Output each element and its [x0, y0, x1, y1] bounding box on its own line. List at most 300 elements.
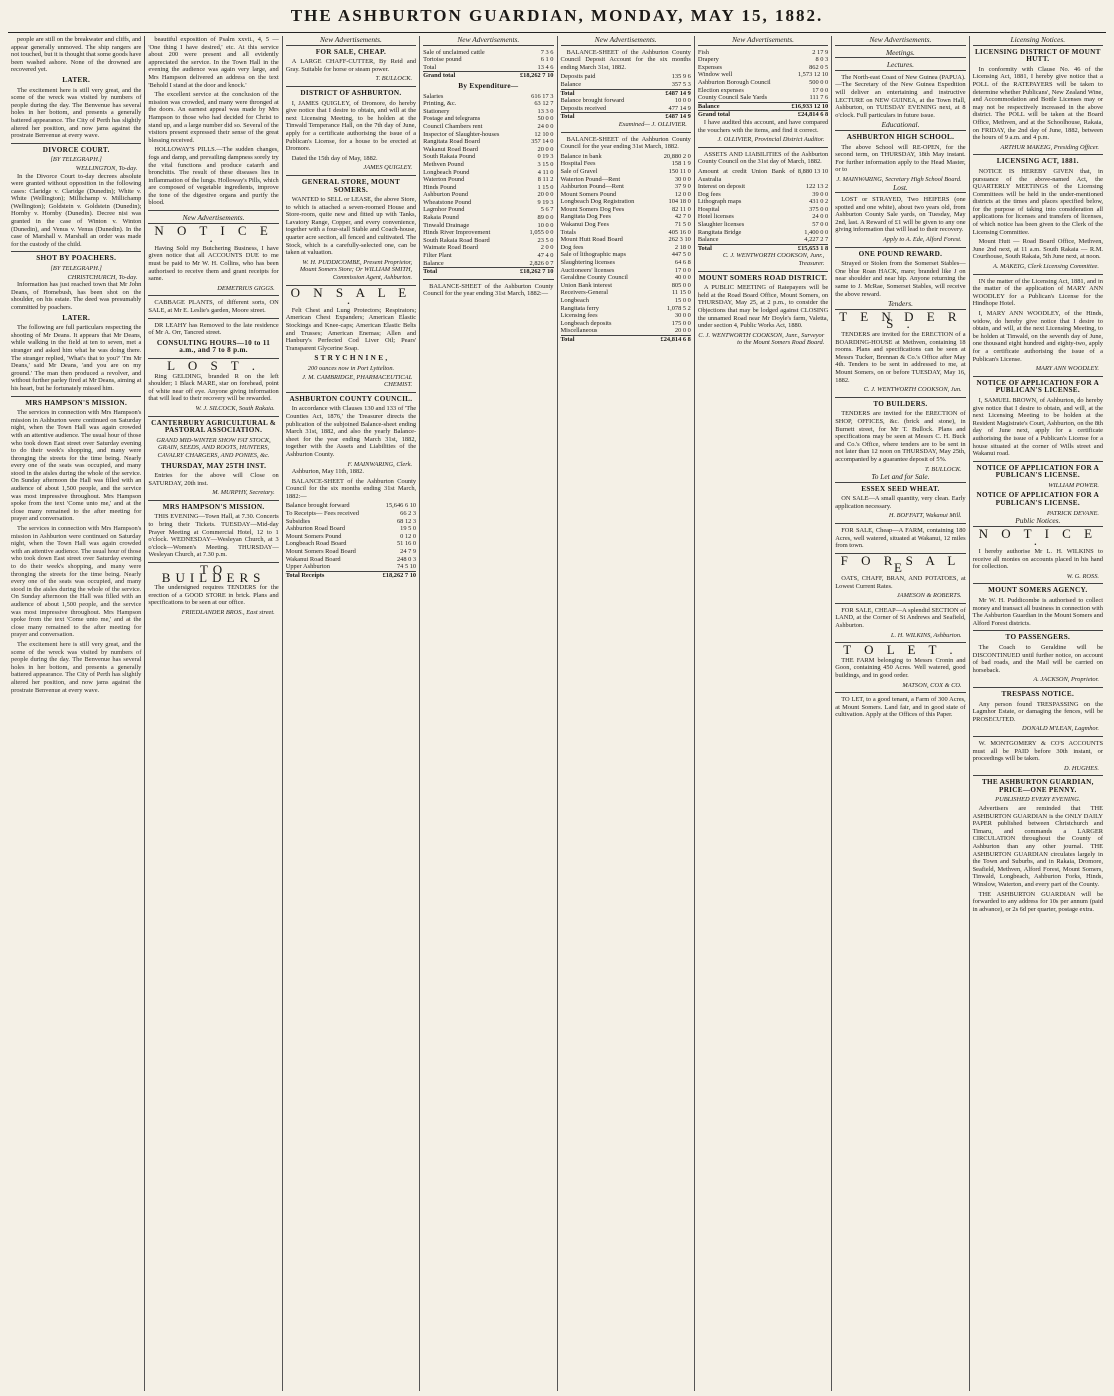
ledger-item: Hospital: [697, 205, 720, 213]
ad-text: OATS, CHAFF, BRAN, AND POTATOES, at Lowest Current Rates.: [835, 575, 966, 590]
ledger-row: [698, 49, 828, 57]
ad-text: FOR SALE, Cheap—A FARM, containing 180 Acres, well watered, situated at Wakanui, 12 miles from town.: [835, 527, 966, 550]
ledger-amount: 57 0 0: [812, 221, 829, 229]
ledger-amount: £18,262 7 10: [382, 571, 417, 579]
ledger-row: [561, 274, 691, 282]
ledger-row: [423, 237, 553, 245]
ad-text: The North-east Coast of New Guinea (PAPUA).—The Secretary of the New Guinea Expedition will deliver an entertaining and instructive LECTURE on NEW GUINEA, at the Town Hall, Ashburton, on TUESDAY EVENING next, at 8 o'clock. Full particulars in future issue.: [835, 73, 966, 119]
ledger-amount: 11 15 0: [671, 289, 691, 297]
ad-text: I, MARY ANN WOODLEY, of the Hinds, widow, do hereby give notice that I desire to obtain, and will, at the next Licensing Meeting, to be holden at Tinwald, on the seventh day of June, one thousand eight hundred and eighty-two, apply for a certificate authorising the issue of a Publican's License.: [972, 310, 1103, 363]
ledger-item: Mount Somers Pound: [285, 532, 342, 540]
ledger-amount: 64 6 8: [674, 259, 691, 267]
ad-signature: ARTHUR MAKEIG, Presiding Officer.: [1000, 143, 1099, 151]
ledger-item: Mount Somers Road Board: [285, 548, 356, 556]
ledger-row: [561, 191, 691, 199]
ledger-amount: 0 19 3: [537, 153, 554, 161]
ledger-item: Grand total: [423, 72, 456, 80]
ledger-item: Dog fees: [560, 243, 584, 251]
ledger-amount: 405 16 0: [668, 228, 691, 236]
ledger-item: Rakaia Pound: [423, 214, 459, 222]
ad-signature: JAMESON & ROBERTS.: [896, 592, 962, 600]
ledger-amount: 357 14 0: [531, 138, 554, 146]
ad-subhead: 200 ounces now in Port Lyttelton.: [307, 364, 395, 372]
section-head: New Advertisements.: [835, 36, 965, 46]
ledger-row: [423, 252, 553, 260]
ledger-item: Wakanui Dog Fees: [560, 221, 609, 229]
ledger-row: [286, 525, 416, 533]
ledger-row: [423, 115, 553, 123]
ledger-amount: 30 0 0: [674, 312, 691, 320]
ledger-row: [423, 184, 553, 192]
ledger-row: [286, 563, 416, 571]
ad-text: TENDERS are invited for the ERECTION of a BOARDING-HOUSE at Methven, containing 18 rooms. Plans and specifications can be seen at Messrs Tucker, Brennan & Co.'s Office after May 4th. Tenders to be sent in addressed to me, at Mount Somers, on or before TUESDAY, May 16, 1882.: [835, 331, 966, 384]
ledger-item: Lithograph maps: [697, 198, 742, 206]
ledger-row: [561, 289, 691, 297]
ledger-item: Rangitata Dog Fees: [560, 213, 611, 221]
ledger-row: [423, 267, 553, 276]
ledger-item: Mount Somers Dog Fees: [560, 205, 625, 213]
ledger-amount: 8 0 3: [815, 56, 829, 64]
ad-signature: L. H. WILKINS, Ashburton.: [890, 631, 962, 639]
section-head: New Advertisements.: [561, 36, 691, 46]
ledger-amount: 2 18 0: [674, 243, 691, 251]
article-text: The excitement here is still very great, and the scene of the wreck was visited by numbers of people during the day. The Benvenue has several holes in her bottom, and presents a generally battered appearance. The City of Perth has slightly altered her position, and now jams against the prostrate Benvenue at every wave.: [11, 640, 142, 694]
ledger-item: Salaries: [423, 92, 444, 100]
ad-text: A PUBLIC MEETING of Ratepayers will be held at the Road Board Office, Mount Somers, on THURSDAY, May 25, at 2 p.m., to consider the Objections that may be lodged against CLOSING the unnamed Road near Mr Doyle's farm, Valetta, under section 4, Public Works Act, 1880.: [697, 284, 829, 330]
ledger-item: County Council Sale Yards: [697, 94, 768, 102]
ad-subhead: GRAND MID-WINTER SHOW FAT STOCK, GRAIN, SEEDS, AND ROOTS, HUNTERS, CAVALRY CHARGERS, AND PONIES, &c.: [156, 436, 271, 459]
ad-headline: F O R S A L E: [840, 552, 961, 576]
divider: [973, 630, 1103, 631]
ad-text: Strayed or Stolen from the Somerset Stables—One blue Roan HACK, mare; branded like J on near shoulder and near hip. Anyone returning the same to J. McRae, Somerset Stables, will receive the above reward.: [835, 260, 966, 298]
ledger-item: Grand total: [697, 111, 731, 119]
ledger-amount: 17 0 0: [812, 86, 829, 94]
article-text: Information has just reached town that Mr John Deans, of Homebush, has been shot on the shoulder, on his estate. The deed was presumably committed by poachers.: [11, 281, 142, 311]
ad-signature: DONALD M'LEAN, Lagmhor.: [1022, 725, 1099, 733]
balance-sheet: [561, 73, 691, 121]
ledger-row: [286, 556, 416, 564]
ledger-amount: 47 4 0: [537, 252, 554, 260]
ledger-row: [286, 571, 416, 580]
ledger-amount: £18,262 7 10: [519, 72, 554, 80]
ledger-item: Balance brought forward: [285, 502, 350, 510]
ad-text: TO LET, to a good tenant, a Farm of 300 Acres, at Mount Somers. Land fair, and in good state of cultivation. Apply at the Offices of this Paper.: [835, 696, 966, 719]
ledger-row: [698, 110, 828, 119]
ledger-row: [286, 502, 416, 510]
ad-text: In accordance with Clauses 130 and 133 of 'The Counties Act, 1876,' the Treasurer directs the publication of the subjoined Balance-sheet ending March 31st, 1882, and also the yearly Balance-sheet for the year ending March 31st, 1882, together with the Assets and Liabilities of the Ashburton County.: [285, 405, 417, 458]
ledger-row: [561, 183, 691, 191]
ledger-row: [286, 533, 416, 541]
ledger-item: Ashburton Pound: [423, 191, 469, 199]
ledger-amount: 39 0 0: [812, 190, 829, 198]
ledger-item: Amount at credit Union Bank of Australia: [697, 167, 795, 183]
ledger-amount: 40 0 0: [674, 274, 691, 282]
ledger-item: Hinds Pound: [423, 183, 457, 191]
divider: [11, 396, 141, 397]
column-5: [558, 36, 695, 1391]
ad-text: The undersigned requires TENDERS for the erection of a GOOD STORE in brick. Plans and specifications to be seen at our office.: [148, 584, 279, 607]
ad-date: THURSDAY, MAY 25TH INST.: [160, 461, 267, 470]
ad-text: I hereby authorise Mr L. H. WILKINS to receive all monies on accounts placed in his hand for collection.: [972, 548, 1103, 571]
ledger-row: [423, 229, 553, 237]
ledger-row: [423, 146, 553, 154]
ledger-row: [561, 153, 691, 161]
dateline: CHRISTCHURCH, To-day.: [67, 273, 138, 281]
ledger-item: Rangitata ferry: [560, 304, 600, 312]
ledger-item: Ashburton Borough Council: [697, 78, 771, 86]
section-head: New Advertisements.: [698, 36, 828, 46]
ad-signature: JAMES QUIGLEY.: [363, 164, 413, 172]
ledger-row: [423, 123, 553, 131]
ledger-amount: 42 7 0: [674, 213, 691, 221]
ledger-item: Mount Somers Pound: [560, 190, 617, 198]
ledger-amount: 616 17 3: [531, 92, 554, 100]
ledger-amount: 447 5 0: [671, 251, 691, 259]
ledger-row: [423, 56, 553, 64]
divider: [973, 583, 1103, 584]
ledger-row: [423, 64, 553, 72]
divider: [11, 143, 141, 144]
ledger-item: Methven Pound: [423, 160, 464, 168]
section-head: Licensing Notices.: [973, 36, 1103, 46]
ad-text: Mount Hutt — Road Board Office, Methven, June 2nd next, at 11 a.m. South Rakaia — R.M. Courthouse, South Rakaia, 5th June next, at noon.: [972, 238, 1103, 261]
ledger-amount: 862 0 5: [809, 63, 829, 71]
ledger-row: [698, 87, 828, 95]
ad-headline: LICENSING ACT, 1881.: [996, 157, 1079, 166]
article-text: The excellent service at the conclusion of the mission was crowded, and many were thronged at the doors. An earnest appeal was made by Mrs Hampson to those who had decided for Christ to stand up, and a large number did so. Several of the visitors present expressed their sense of the great blessing received.: [148, 91, 279, 144]
ad-signature: A. JACKSON, Proprietor.: [1033, 676, 1099, 684]
ad-headline: MOUNT SOMERS AGENCY.: [988, 586, 1088, 595]
ledger-item: Ashburton Pound—Rent: [560, 183, 624, 191]
ledger-item: Printing, &c.: [423, 100, 457, 108]
ledger-row: [698, 229, 828, 237]
divider: [973, 154, 1103, 155]
ledger-item: Hinds River Improvement: [423, 229, 491, 237]
ledger-row: [561, 229, 691, 237]
ledger-row: [286, 540, 416, 548]
ad-subhead: PUBLISHED EVERY EVENING.: [995, 796, 1081, 804]
ad-text: A LARGE CHAFF-CUTTER, By Reid and Gray. Suitable for horse or steam power.: [285, 58, 417, 73]
ledger-item: Waterton Pound—Rent: [560, 175, 621, 183]
ad-text: Having Sold my Butchering Business, I have given notice that all ACCOUNTS DUE to me must be paid to Mr W. H. Collins, who has been authorised to receive them and grant receipts for same.: [148, 244, 279, 283]
ad-headline: TO PASSENGERS.: [1005, 633, 1071, 642]
ledger-amount: 122 13 2: [805, 183, 829, 191]
ad-signature: C. J. WENTWORTH COOKSON, Junr., Treasurer.: [722, 252, 825, 268]
ad-text: THE FARM belonging to Messrs Cronin and Goon, containing 450 Acres. Well watered, good buildings, and in good order.: [835, 656, 966, 679]
divider: [11, 251, 141, 252]
ledger-item: Fish: [697, 48, 709, 56]
ledger-amount: 4,227 2 7: [804, 236, 829, 244]
ad-signature: FRIEDLANDER BROS., East street.: [181, 609, 275, 616]
section-head: Meetings.: [835, 49, 965, 59]
ledger-amount: 50 0 0: [537, 115, 554, 123]
ledger-amount: 66 2 3: [400, 510, 417, 518]
ledger-amount: 20 0 0: [674, 327, 691, 335]
ad-text: The Coach to Geraldine will be DISCONTINUED until further notice, on account of bad roads, and the Mail will be carried on horseback.: [972, 643, 1103, 674]
ledger-row: [286, 510, 416, 518]
balance-sheet: [561, 153, 691, 344]
ad-text: BALANCE-SHEET of the Ashburton County Council for the year ending 31st March, 1882:—: [423, 282, 554, 298]
ad-text: Any person found TRESPASSING on the Lagmhor Estate, or damaging the fences, will be PROSECUTED.: [972, 700, 1103, 723]
ad-text: WANTED to SELL or LEASE, the above Store, to which is attached a seven-roomed House and Store-room, quite new and fitted up with Tanks, Lavatory Range, Copper, and every convenience, together with a four-stall Stable and Coach-house, quarter acre section, all fenced and cultivated. The Stock, which is a carefully-selected one, can be taken at valuation.: [285, 196, 417, 257]
ledger-row: [698, 191, 828, 199]
article-text: beautiful exposition of Psalm xxvii., 4, 5 — 'One thing I have desired,' etc. At this service about 200 were present and all evidently appreciated the service. In the Town Hall in the evening the audience was again very large, and Mrs Hampson delivered an address on the text 'Behold I stand at the door and knock.': [148, 36, 279, 89]
ad-headline: O N S A L E .: [290, 284, 412, 308]
ledger-amount: 37 9 0: [674, 183, 691, 191]
ad-text: BALANCE-SHEET of the Ashburton County Council Deposit Account for the six months ending March 31st, 1882.: [560, 48, 691, 71]
ad-text: FOR SALE, CHEAP—A splendid SECTION of LAND, at the Corner of St Andrews and Seafield, Ashburton.: [835, 606, 966, 629]
ad-text: ON SALE—A small quantity, very clean. Early application necessary.: [835, 495, 966, 510]
ledger-row: [561, 97, 691, 105]
ledger-row: [698, 79, 828, 87]
article-head: MRS HAMPSON'S MISSION.: [25, 398, 128, 407]
ledger-amount: 357 5 3: [671, 80, 691, 88]
ledger-row: [561, 327, 691, 335]
ledger-item: Total: [560, 89, 575, 97]
ledger-item: Union Bank interest: [560, 281, 612, 289]
ad-headline: THE ASHBURTON GUARDIAN, PRICE—ONE PENNY.: [981, 778, 1094, 794]
ledger-amount: 2 0 0: [540, 244, 554, 252]
ledger-item: Expenses: [697, 63, 723, 71]
ad-headline: MRS HAMPSON'S MISSION.: [162, 502, 265, 511]
ledger-row: [423, 206, 553, 214]
ledger-row: [423, 49, 553, 57]
ledger-item: Tinwald Drainage: [423, 221, 470, 229]
article-text: The excitement here is still very great, and the scene of the wreck was visited by numbers of people during the day. The Benvenue has several holes in her bottom, and presents a generally battered appearance. The City of Perth has slightly altered her position, and now jams against the prostrate Benvenue at every wave.: [11, 86, 142, 140]
ledger-row: [423, 222, 553, 230]
ledger-item: Longbeach Road Board: [285, 540, 347, 548]
ledger-amount: 1,055 0 0: [529, 229, 554, 237]
ledger-item: Inspector of Slaughter-houses: [423, 130, 500, 138]
ad-signature: J. MAINWARING, Secretary High School Board.: [836, 175, 962, 183]
ledger-row: [423, 169, 553, 177]
ledger-item: Longbeach Dog Registration: [560, 198, 635, 206]
ledger-row: [423, 244, 553, 252]
section-head: To Let and for Sale.: [835, 473, 965, 483]
ledger-row: [561, 297, 691, 305]
ad-signature: W. G. ROSS.: [1066, 572, 1099, 580]
ledger-item: South Rakaia Pound: [423, 153, 476, 161]
ledger-item: Window well: [697, 71, 733, 79]
ledger-amount: 248 0 3: [396, 555, 417, 563]
ledger-amount: 24 0 0: [537, 122, 554, 130]
ledger-item: To Receipts— Fees received: [285, 510, 359, 518]
ad-headline: ONE POUND REWARD.: [858, 249, 943, 258]
column-4: [420, 36, 557, 1391]
divider: [423, 279, 553, 280]
column-8: [970, 36, 1106, 1391]
ad-text: IN the matter of the Licensing Act, 1881, and in the matter of the application of MARY ANN WOODLEY for a Publican's License for the Hindhope Hotel.: [972, 277, 1103, 308]
ad-headline: GENERAL STORE, MOUNT SOMERS.: [301, 177, 401, 194]
ledger-amount: 431 0 2: [809, 198, 829, 206]
ledger-row: [698, 221, 828, 229]
balance-sheet: [423, 93, 553, 276]
article-text: people are still on the breakwater and cliffs, and appear generally unmoved. The ship rangers are not touched, but it is thought that some goods have been washed ashore. None of the drowned are recovered yet.: [11, 36, 142, 74]
ad-headline: CANTERBURY AGRICULTURAL & PASTORAL ASSOCIATION.: [151, 418, 277, 435]
ledger-item: Hospital Fees: [560, 160, 596, 168]
ad-text: CABBAGE PLANTS, of different sorts, ON SALE, at Mr E. Leslie's garden, Moore street.: [148, 299, 279, 314]
ledger-item: Total: [560, 113, 575, 121]
ledger-head: By Expenditure—: [458, 81, 519, 90]
ledger-amount: 12 10 0: [534, 130, 554, 138]
ledger-row: [423, 161, 553, 169]
ledger-row: [286, 518, 416, 526]
article-sub: [BY TELEGRAPH.]: [50, 156, 102, 164]
ledger-amount: 1 15 0: [537, 183, 554, 191]
ledger-item: Lagmhor Pound: [423, 206, 465, 214]
ledger-item: Wheatstone Pound: [423, 198, 472, 206]
article-head: DIVORCE COURT.: [42, 145, 110, 154]
ledger-amount: 4 11 0: [537, 168, 554, 176]
ledger-item: Balance: [697, 102, 720, 110]
ledger-amount: 805 0 0: [671, 281, 691, 289]
ledger-item: Miscellaneous: [560, 327, 598, 335]
ledger-amount: £15,653 1 8: [797, 244, 829, 252]
ad-text: BALANCE-SHEET of the Ashburton County Council for the year ending 31st March, 1882.: [560, 135, 691, 151]
ledger-item: Geraldine County Council: [560, 274, 628, 282]
ad-signature: J. OLLIVIER, Provincial District Auditor.: [717, 136, 825, 144]
ledger-amount: 71 5 0: [674, 221, 691, 229]
ledger-item: Balance in bank: [560, 152, 602, 160]
ledger-row: [561, 282, 691, 290]
ledger-amount: 2,826 0 7: [529, 259, 554, 267]
divider: [835, 247, 965, 248]
ledger-row: [561, 267, 691, 275]
ledger-amount: 10 0 0: [674, 97, 691, 105]
divider: [973, 274, 1103, 275]
ad-text: Mr W. H. Puddicombe is authorised to collect money and transact all business in connection with The Ashburton Guardian in the Mount Somers and Alford Forest districts.: [972, 597, 1103, 627]
ledger-amount: 0 12 0: [400, 532, 417, 540]
divider: [148, 210, 278, 211]
ad-signature: MARY ANN WOODLEY.: [1035, 365, 1099, 373]
ledger-item: Totals: [560, 228, 577, 236]
ledger-amount: £16,933 12 10: [791, 102, 829, 110]
ledger-row: [423, 93, 553, 101]
ledger-amount: 13 3 0: [537, 107, 554, 115]
ledger-item: Interest on deposit: [697, 183, 746, 191]
section-head: Tenders.: [835, 300, 965, 310]
ledger-row: [561, 160, 691, 168]
ledger-amount: 150 11 0: [668, 167, 691, 175]
ledger-item: Balance: [697, 236, 719, 244]
ad-text: NOTICE IS HEREBY GIVEN that, in pursuance of the above-named Act, the QUARTERLY MEETINGS of the Licensing Committees will be held in the under-mentioned districts at the times and places specified below, for the purpose of taking into consideration all applications for licenses and transfers of licenses, of which notice has been given to the Clerk of the Licensing Committee.: [972, 167, 1103, 236]
ledger-row: [561, 176, 691, 184]
column-7: [832, 36, 969, 1391]
ledger-row: [423, 131, 553, 139]
article-text: HOLLOWAY'S PILLS.—The sudden changes, fogs and damp, and prevailing dampness sorely try the vital functions and produce catarrh and bronchitis. The result of these diseases lies in inflammation of the lungs. Holloway's Pills, which are composed of vegetable ingredients, improve the tone of the digestive organs and purify the blood.: [148, 146, 279, 207]
ledger-item: Postage and telegrams: [423, 115, 481, 123]
balance-sheet: [698, 49, 828, 119]
ledger-amount: 262 3 10: [668, 236, 691, 244]
column-3: [283, 36, 420, 1391]
ledger-amount: 10 0 0: [537, 221, 554, 229]
ad-text: TENDERS are invited for the ERECTION of SHOP, OFFICES, &c. (brick and stone), in Burnett street, for Mr T. Bullock. Plans and specifications may be seen at Messrs C. H. Buck and Co.'s Office, where tenders are to be sent in not later than 12 noon on THURSDAY, May 25th, accompanied by a guarantee deposit of 5%.: [835, 410, 966, 463]
ledger-amount: 24 0 0: [812, 213, 829, 221]
article-head: SHOT BY POACHERS.: [36, 254, 117, 263]
ledger-row: [561, 112, 691, 121]
ledger-amount: 51 16 0: [396, 540, 417, 548]
ledger-item: Deposits received: [560, 104, 607, 112]
ledger-amount: £24,814 6 8: [660, 335, 691, 343]
ledger-item: Tortoise pound: [423, 56, 462, 64]
dateline: WELLINGTON, To-day.: [75, 164, 138, 172]
ledger-row: [561, 206, 691, 214]
ad-text: DR LEAHY has Removed to the late residence of Mr A. Orr, Tancred street.: [148, 321, 279, 337]
ledger-row: [698, 236, 828, 244]
ad-text: Dated the 15th day of May, 1882.: [291, 154, 378, 162]
ledger-amount: 1,400 0 0: [804, 228, 829, 236]
ledger-row: [698, 56, 828, 64]
ledger-row: [423, 176, 553, 184]
ledger-row: [698, 168, 828, 183]
ledger-row: [561, 259, 691, 267]
ledger-row: [698, 244, 828, 253]
ledger-amount: 24 7 9: [400, 548, 417, 556]
ledger-row: [423, 71, 553, 80]
ad-signature: PATRICK DEVANE.: [1046, 509, 1099, 517]
ad-headline: T O L E T .: [843, 642, 958, 658]
ledger-item: Ashburton Road Board: [285, 525, 346, 533]
ledger-row: [561, 213, 691, 221]
ledger-row: [423, 214, 553, 222]
article-head: LATER.: [62, 75, 91, 84]
ledger-amount: 104 18 0: [668, 198, 691, 206]
ledger-item: Hotel licenses: [697, 213, 734, 221]
divider: [973, 775, 1103, 776]
ad-signature: A. MAKEIG, Clerk Licensing Committee.: [993, 263, 1099, 271]
divider: [973, 376, 1103, 377]
ad-headline: TRESPASS NOTICE.: [1001, 689, 1075, 698]
ad-text: Ring GELDING, branded R on the left shoulder; 1 Black MARE, star on forehead, point of white near off eye. Anyone giving information that will lead to their recovery will be rewarded.: [148, 372, 279, 403]
ledger-item: Filter Plant: [423, 252, 452, 260]
ledger-amount: 68 12 3: [396, 517, 417, 525]
ad-headline: TO BUILDERS.: [873, 399, 928, 408]
ad-text: THE ASHBURTON GUARDIAN will be forwarded to any address for 10s per annum (paid in advance), or 2s 6d per quarter, postage extra.: [972, 890, 1103, 913]
ledger-item: Dog fees: [697, 190, 721, 198]
ad-signature: T. BULLOCK.: [924, 465, 962, 473]
ad-signature: M. MURPHY, Secretary.: [212, 489, 275, 497]
ledger-amount: 111 7 6: [809, 94, 829, 102]
column-1: [8, 36, 145, 1391]
ad-text: In conformity with Clause No. 46 of the Licensing Act, 1881, I hereby give notice that a POLL of the RATEPAYERS will be taken to determine whether Publicans', New Zealand Wine, and Accommodation and Bottle Licenses may or may not be respectively increased in the above district. The POLL will be taken at the Board Office, Methven, and at the Schoolhouse, Rakaia, on FRIDAY, the 2nd day of June, 1882, between the hours of 9 a.m. and 4 p.m.: [972, 65, 1103, 142]
ledger-amount: 30 0 0: [674, 175, 691, 183]
ad-signature: H. BOFFATT, Wakanui Mill.: [888, 512, 962, 520]
divider: [835, 397, 965, 398]
ledger-item: Longbeach: [560, 297, 589, 304]
ad-headline: N O T I C E .: [154, 222, 273, 246]
ledger-row: [561, 73, 691, 81]
ad-text: ASSETS AND LIABILITIES of the Ashburton County Council on the 31st day of March, 1882.: [697, 150, 829, 166]
ad-signature: D. HUGHES.: [1064, 764, 1099, 772]
ledger-amount: 63 12 7: [534, 100, 554, 108]
ad-signature: DEMETRIUS GIGGS.: [217, 284, 275, 292]
ad-signature: T. BULLOCK.: [375, 75, 413, 83]
ad-signature: W. H. PUDDICOMBE, Present Proprietor, Mount Somers Store; Or WILLIAM SMITH, Commission Agent, Ashburton.: [299, 258, 413, 282]
ledger-item: Sale of Gravel: [560, 167, 598, 175]
ledger-amount: 20,880 2 0: [663, 152, 691, 160]
ad-text: THIS EVENING—Town Hall, at 7.30. Concerts to bring their Tickets. TUESDAY—Mid-day Prayer Meeting at Commercial Hotel, 12 to 1 o'clock. WEDNESDAY—Wesleyan Church, at 3 o'clock—Women's Meeting. THURSDAY—Wesleyan Church, at 7.30 p.m.: [148, 513, 279, 559]
ledger-item: Total: [697, 244, 712, 252]
divider: [698, 271, 828, 272]
ledger-amount: 15 0 0: [674, 297, 691, 304]
ledger-amount: 5 6 7: [540, 206, 554, 214]
ad-text: BALANCE-SHEET of the Ashburton County Council for the six months ending 31st March, 1882:—: [285, 477, 417, 500]
ledger-amount: £487 14 9: [665, 113, 691, 121]
section-head: New Advertisements.: [423, 36, 553, 46]
divider: [286, 86, 416, 87]
ad-headline: FOR SALE, CHEAP.: [315, 47, 387, 56]
ledger-amount: 6 1 0: [540, 56, 554, 64]
